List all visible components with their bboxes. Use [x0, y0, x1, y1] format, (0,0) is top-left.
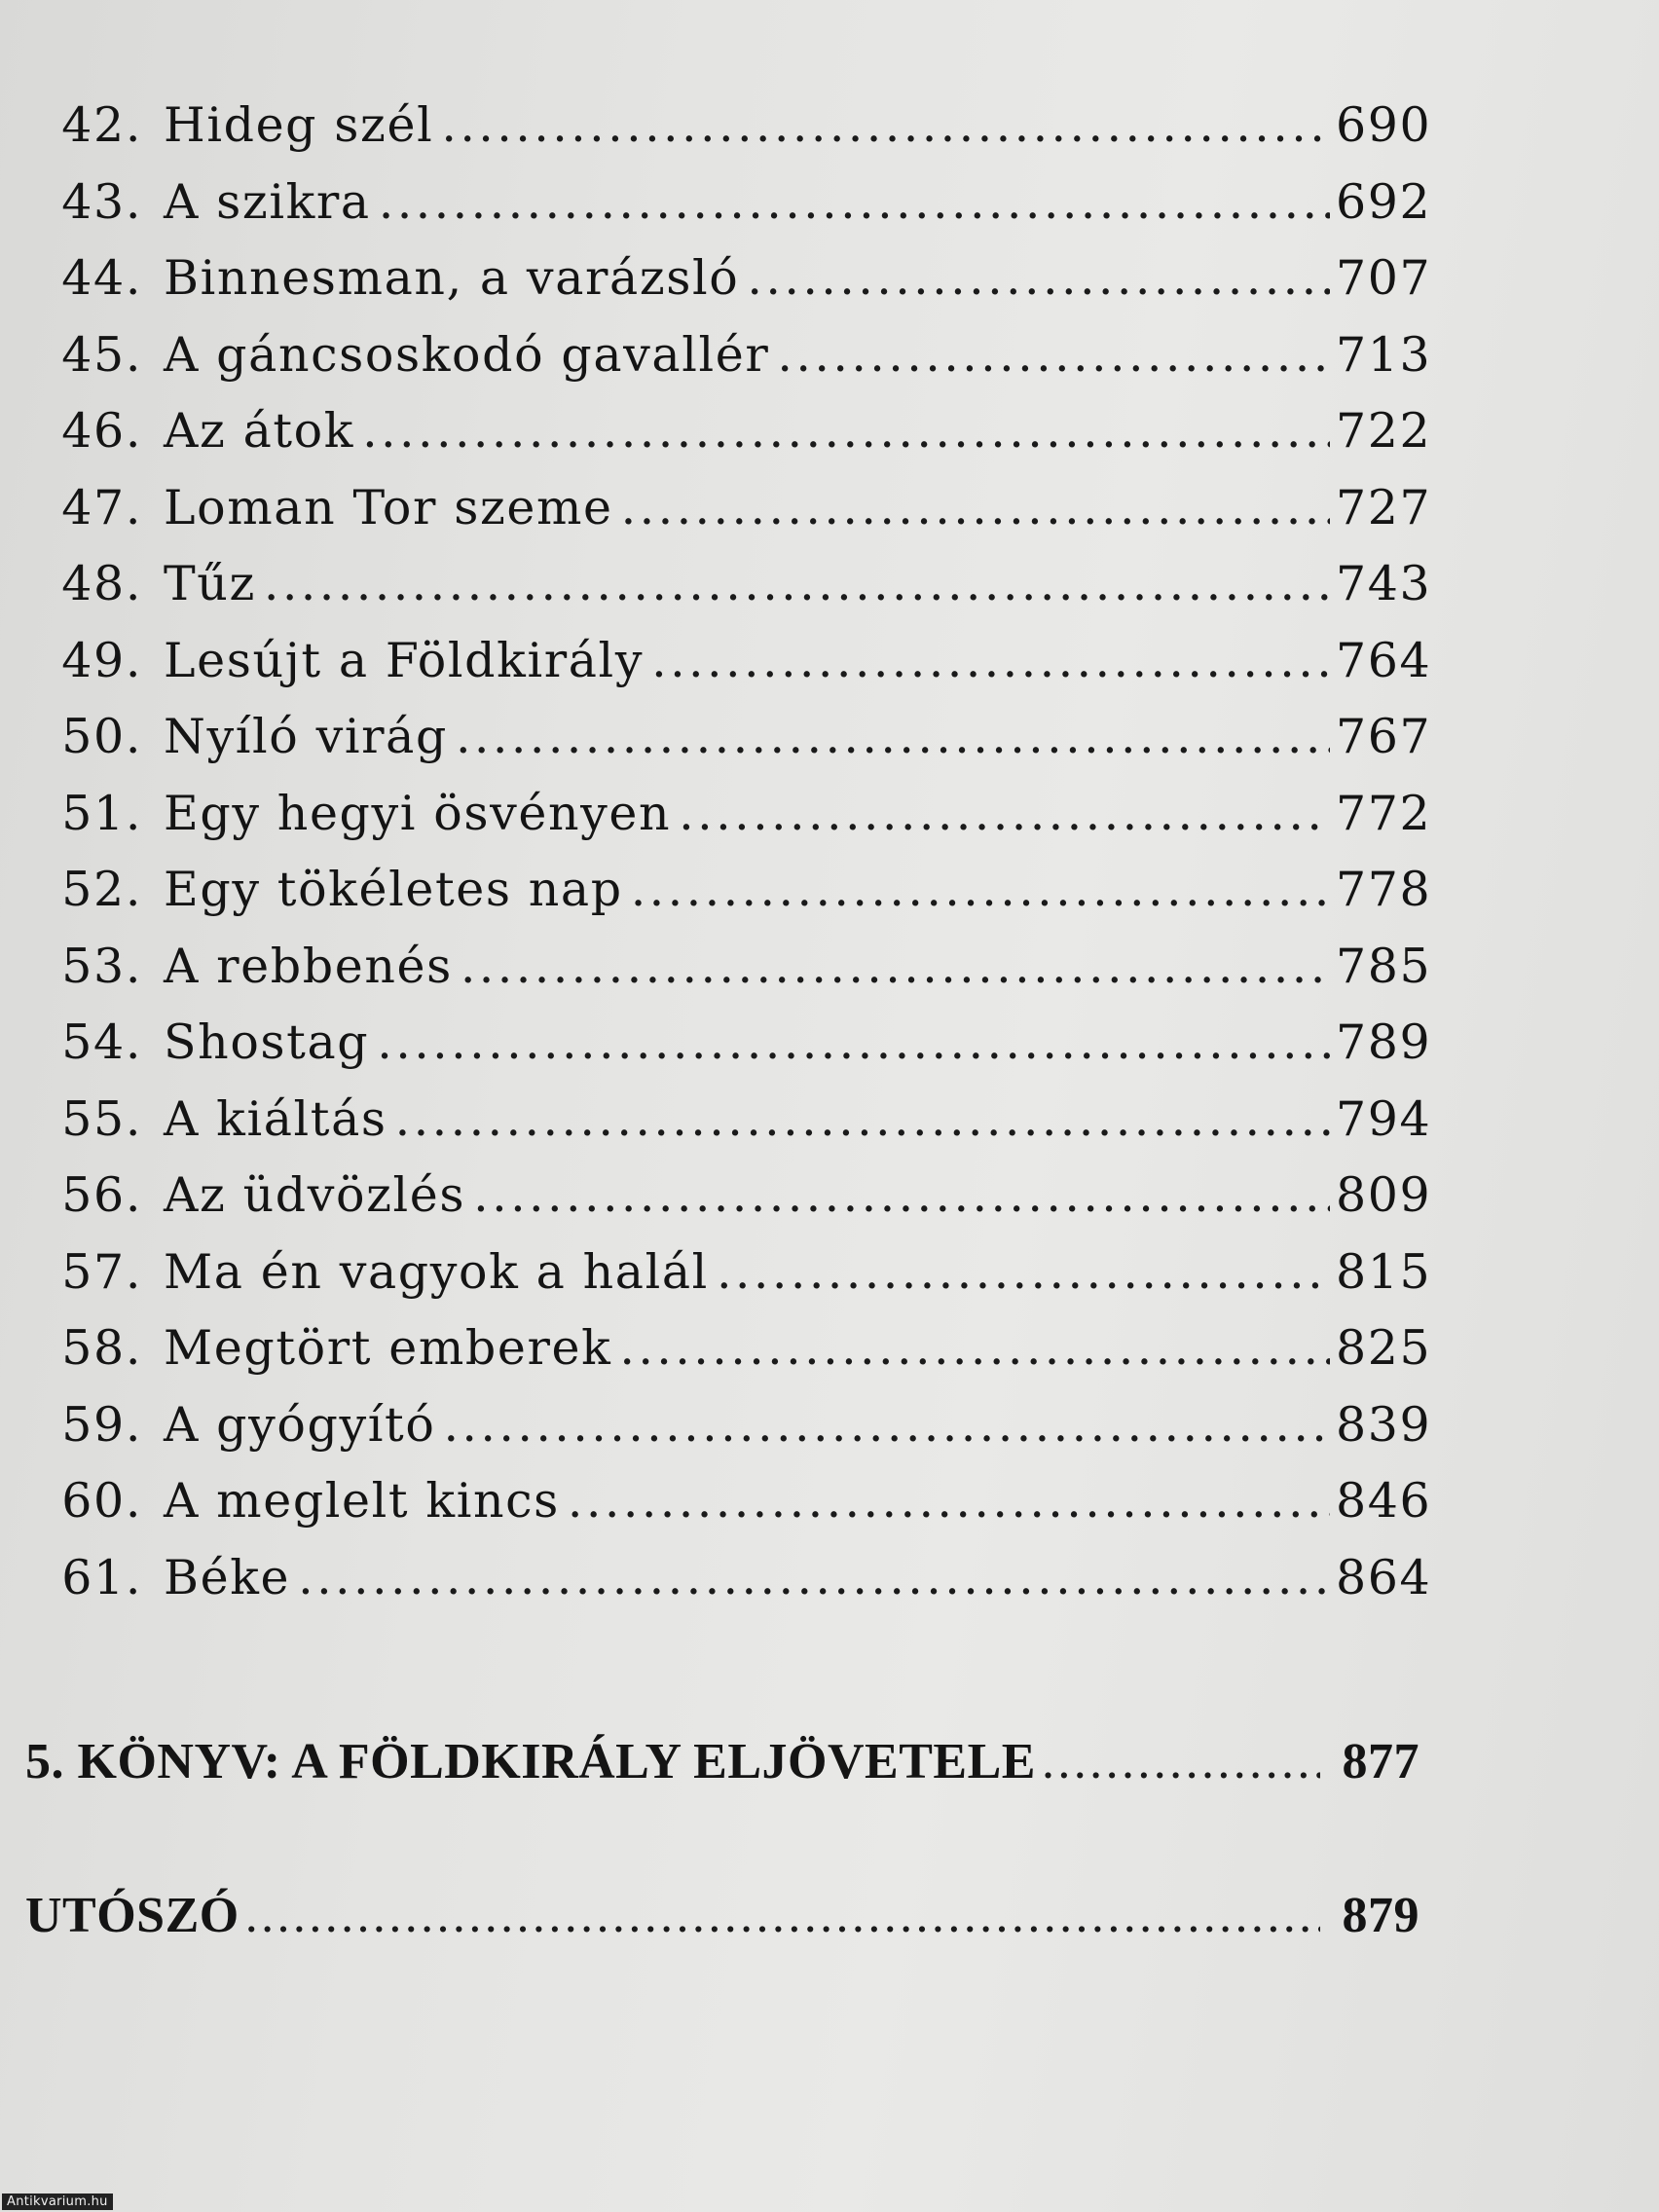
chapter-number: 43.: [61, 173, 142, 230]
chapter-number: 52.: [61, 862, 142, 917]
chapter-title: Binnesman, a varázsló: [164, 250, 740, 306]
book-section-entry: [25, 1733, 1419, 1790]
chapter-title: Egy hegyi ösvényen: [164, 785, 672, 841]
dot-leader: [377, 1014, 1330, 1070]
dot-leader: [568, 1473, 1330, 1529]
book-section-page: 877: [1342, 1734, 1419, 1789]
chapter-number: 45.: [61, 326, 142, 383]
book-section-title: 5. KÖNYV: A FÖLDKIRÁLY ELJÖVETELE: [25, 1734, 1036, 1789]
dot-leader: [747, 250, 1330, 306]
chapter-title: A rebbenés: [164, 938, 453, 994]
chapter-number: 58.: [61, 1320, 142, 1376]
page-number: 815: [1336, 1243, 1432, 1300]
page-number: 713: [1336, 326, 1432, 383]
page-number: 767: [1336, 709, 1432, 764]
chapter-number: 59.: [61, 1396, 142, 1453]
chapter-number: 47.: [61, 479, 142, 535]
chapter-title: A kiáltás: [164, 1090, 387, 1147]
dot-leader: [777, 327, 1330, 383]
toc-entry: [47, 1473, 1432, 1550]
dot-leader: [621, 480, 1330, 535]
dot-leader: [379, 174, 1330, 230]
chapter-title: Ma én vagyok a halál: [164, 1243, 709, 1300]
dot-leader: [1042, 1733, 1320, 1790]
toc-entry: [47, 97, 1432, 174]
toc-entry: [47, 1320, 1432, 1397]
page-number: 825: [1336, 1320, 1432, 1376]
afterword-title: UTÓSZÓ: [25, 1888, 240, 1943]
afterword-page: 879: [1342, 1888, 1419, 1943]
dot-leader: [631, 862, 1330, 917]
chapter-title: Tűz: [164, 556, 256, 611]
watermark: Antikvarium.hu: [2, 2194, 113, 2210]
dot-leader: [443, 1397, 1330, 1453]
page-number: 864: [1336, 1549, 1432, 1605]
afterword-entry: [25, 1887, 1419, 1944]
page-number: 785: [1336, 938, 1432, 994]
page-number: 690: [1336, 97, 1432, 153]
chapter-title: Shostag: [164, 1014, 370, 1070]
toc-entry: [47, 173, 1432, 251]
chapter-number: 46.: [61, 403, 142, 459]
dot-leader: [264, 556, 1330, 611]
toc-entry: [47, 862, 1432, 939]
dot-leader: [717, 1244, 1330, 1300]
chapter-number: 50.: [61, 709, 142, 764]
page-number: 789: [1336, 1014, 1432, 1070]
toc-entry: [47, 326, 1432, 404]
toc-entry: [47, 709, 1432, 786]
toc-entry: [47, 1243, 1432, 1321]
page-number: 794: [1336, 1090, 1432, 1147]
chapter-number: 54.: [61, 1014, 142, 1070]
page-number: 764: [1336, 632, 1432, 688]
dot-leader: [651, 633, 1330, 688]
page-number: 772: [1336, 785, 1432, 841]
chapter-title: Nyíló virág: [164, 709, 448, 764]
chapter-number: 55.: [61, 1090, 142, 1147]
page-number: 809: [1336, 1167, 1432, 1223]
toc-entry: [47, 632, 1432, 710]
table-of-contents: [47, 97, 1432, 1626]
page-number: 727: [1336, 479, 1432, 535]
toc-entry: [47, 1396, 1432, 1474]
dot-leader: [679, 786, 1330, 841]
page-number: 722: [1336, 403, 1432, 459]
chapter-number: 44.: [61, 250, 142, 306]
page-number: 846: [1336, 1473, 1432, 1529]
chapter-number: 60.: [61, 1473, 142, 1529]
chapter-title: Loman Tor szeme: [164, 479, 613, 535]
toc-entry: [47, 1167, 1432, 1244]
toc-entry: [47, 250, 1432, 327]
chapter-title: A meglelt kincs: [164, 1473, 560, 1529]
toc-entry: [47, 1014, 1432, 1091]
chapter-title: Megtört emberek: [164, 1320, 612, 1376]
dot-leader: [362, 403, 1330, 459]
chapter-title: A szikra: [164, 173, 371, 230]
chapter-title: Hideg szél: [164, 97, 434, 153]
chapter-number: 49.: [61, 632, 142, 688]
page-number: 743: [1336, 556, 1432, 611]
toc-entry: [47, 479, 1432, 557]
chapter-number: 51.: [61, 785, 142, 841]
page-number: 778: [1336, 862, 1432, 917]
chapter-number: 53.: [61, 938, 142, 994]
dot-leader: [298, 1550, 1330, 1605]
chapter-number: 57.: [61, 1243, 142, 1300]
chapter-number: 42.: [61, 97, 142, 153]
chapter-number: 61.: [61, 1549, 142, 1605]
toc-entry: [47, 1549, 1432, 1627]
toc-entry: [47, 556, 1432, 633]
page-number: 707: [1336, 250, 1432, 306]
chapter-number: 56.: [61, 1167, 142, 1223]
dot-leader: [245, 1887, 1320, 1944]
toc-entry: [47, 1090, 1432, 1168]
chapter-title: Az üdvözlés: [164, 1167, 466, 1223]
dot-leader: [441, 97, 1330, 153]
chapter-number: 48.: [61, 556, 142, 611]
chapter-title: Lesújt a Földkirály: [164, 632, 645, 688]
dot-leader: [395, 1091, 1330, 1147]
dot-leader: [456, 709, 1330, 764]
toc-entry: [47, 938, 1432, 1015]
dot-leader: [473, 1167, 1330, 1223]
chapter-title: A gyógyító: [164, 1396, 436, 1453]
toc-entry: [47, 403, 1432, 480]
chapter-title: Egy tökéletes nap: [164, 862, 623, 917]
page-number: 692: [1336, 173, 1432, 230]
chapter-title: Az átok: [164, 403, 355, 459]
dot-leader: [619, 1320, 1330, 1376]
dot-leader: [461, 939, 1330, 994]
chapter-title: Béke: [164, 1549, 291, 1605]
page-number: 839: [1336, 1396, 1432, 1453]
toc-entry: [47, 785, 1432, 863]
chapter-title: A gáncsoskodó gavallér: [164, 326, 770, 383]
